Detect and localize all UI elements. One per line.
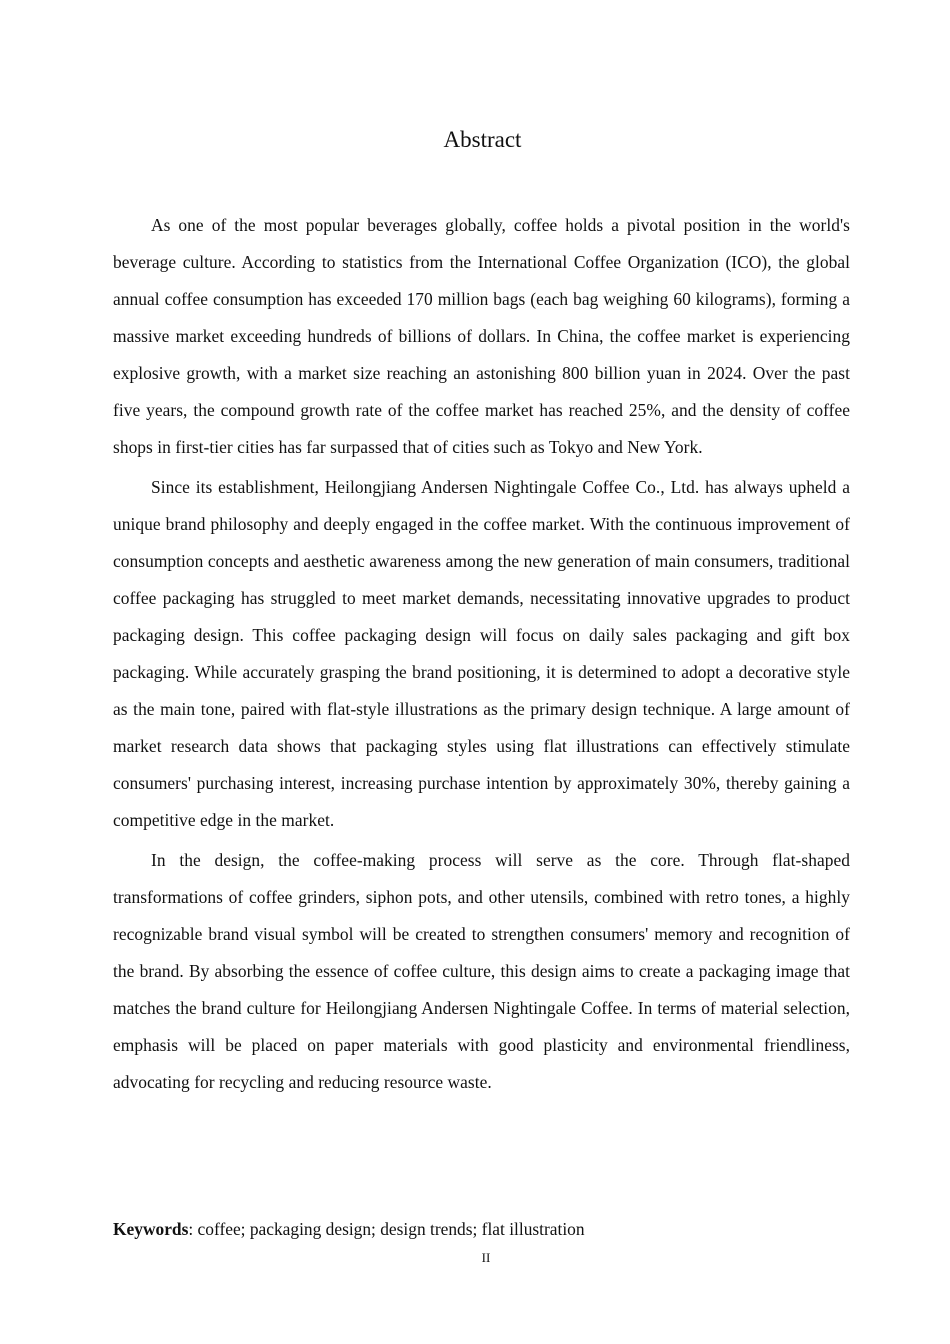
keywords-text: coffee; packaging design; design trends; flat illustration	[197, 1219, 585, 1239]
abstract-paragraph-1: As one of the most popular beverages globally, coffee holds a pivotal position in the world's beverage culture. According to statistics from the International Coffee Organization (ICO), the global annual coffee consumption has exceeded 170 million bags (each bag weighing 60 kilograms), forming a massive market exceeding hundreds of billions of dollars. In China, the coffee market is experiencing explosive growth, with a market size reaching an astonishing 800 billion yuan in 2024. Over the past five years, the compound growth rate of the coffee market has reached 25%, and the density of coffee shops in first-tier cities has far surpassed that of cities such as Tokyo and New York.	[113, 215, 850, 457]
abstract-title: Abstract	[443, 127, 522, 152]
abstract-body	[113, 207, 850, 1104]
abstract-paragraph-2: Since its establishment, Heilongjiang Andersen Nightingale Coffee Co., Ltd. has always upheld a unique brand philosophy and deeply engaged in the coffee market. With the continuous improvement of consumption concepts and aesthetic awareness among the new generation of main consumers, traditional coffee packaging has struggled to meet market demands, necessitating innovative upgrades to product packaging design. This coffee packaging design will focus on daily sales packaging and gift box packaging. While accurately grasping the brand positioning, it is determined to adopt a decorative style as the main tone, paired with flat-style illustrations as the primary design technique. A large amount of market research data shows that packaging styles using flat illustrations can effectively stimulate consumers' purchasing interest, increasing purchase intention by approximately 30%, thereby gaining a competitive edge in the market.	[113, 477, 850, 830]
page-number: II	[481, 1250, 491, 1265]
keywords-separator: :	[188, 1219, 198, 1239]
keywords-line	[113, 1214, 850, 1244]
abstract-paragraph-3: In the design, the coffee-making process will serve as the core. Through flat-shaped transformations of coffee grinders, siphon pots, and other utensils, combined with retro tones, a highly recognizable brand visual symbol will be created to strengthen consumers' memory and recognition of the brand. By absorbing the essence of coffee culture, this design aims to create a packaging image that matches the brand culture for Heilongjiang Andersen Nightingale Coffee. In terms of material selection, emphasis will be placed on paper materials with good plasticity and environmental friendliness, advocating for recycling and reducing resource waste.	[113, 850, 850, 1092]
keywords-label: Keywords	[113, 1219, 189, 1239]
